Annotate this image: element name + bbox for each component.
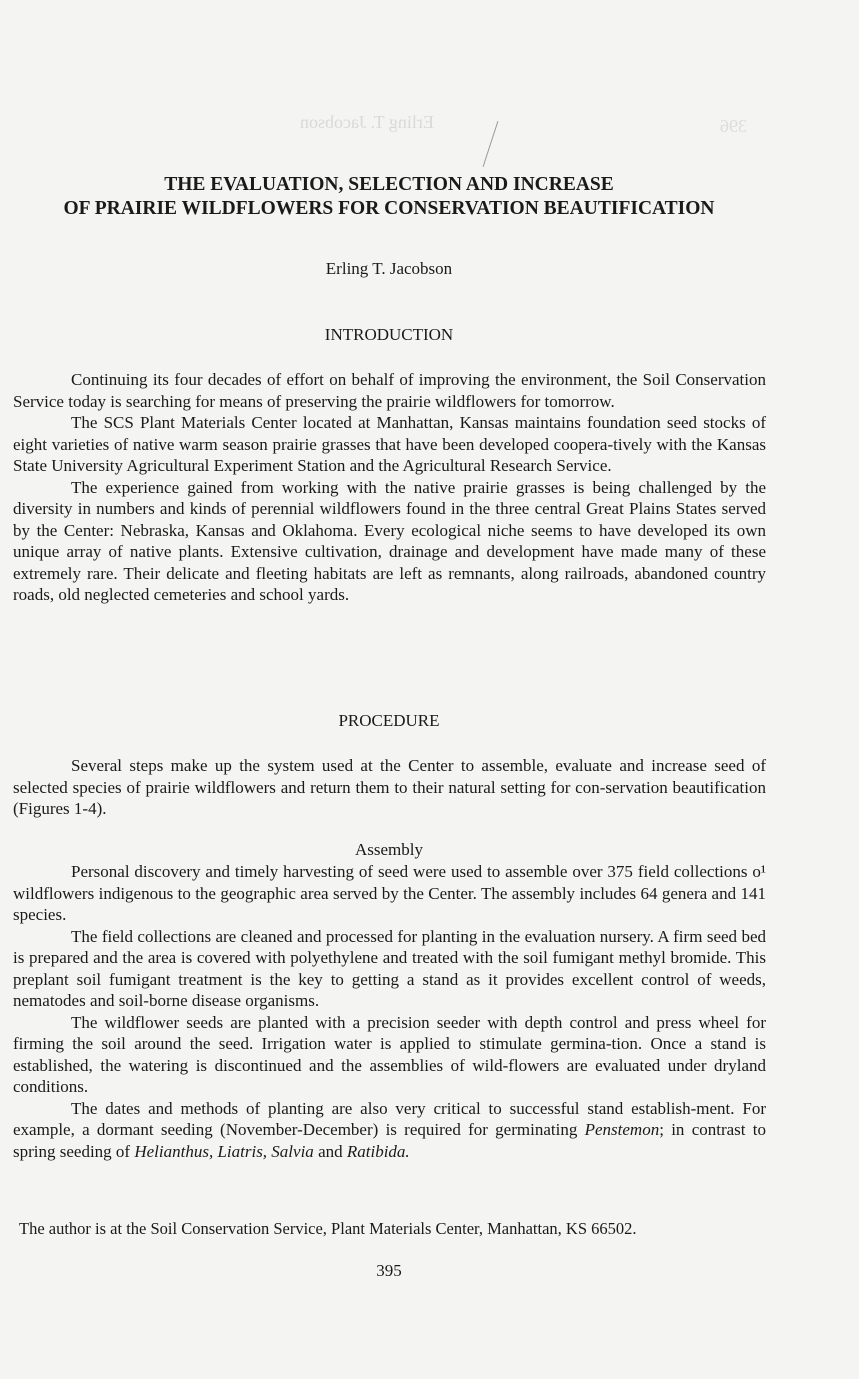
genus-list: Helianthus, Liatris, Salvia <box>134 1141 314 1161</box>
genus-penstemon: Penstemon <box>584 1120 660 1139</box>
assembly-heading: Assembly <box>355 840 423 859</box>
title-line-2: OF PRAIRIE WILDFLOWERS FOR CONSERVATION BEAUTIFICATION <box>63 198 715 219</box>
author-affiliation-footnote: The author is at the Soil Conservation Service, Plant Materials Center, Manhattan, KS 66502. <box>19 1219 637 1238</box>
assembly-body <box>13 861 766 1162</box>
paragraph-text: ; in contrast to spring seeding of <box>13 1120 767 1161</box>
paragraph <box>13 1098 766 1163</box>
paragraph: Several steps make up the system used at the Center to assemble, evaluate and increase seed of selected species of prairie wildflowers and return them to their natural setting for con-servation beautification (Figures 1-4). <box>13 756 766 818</box>
paragraph: The wildflower seeds are planted with a precision seeder with depth control and press wheel for firming the soil around the seed. Irrigation water is applied to stimulate germina-tion. Once a stand is established, the watering is discontinued and the assemblies of wild-flowers are evaluated under dryland conditions. <box>13 1012 766 1096</box>
paragraph-text: and <box>313 1141 347 1161</box>
procedure-body <box>13 755 766 820</box>
introduction-body <box>13 369 766 606</box>
genus-ratibida: Ratibida. <box>346 1141 410 1161</box>
bleed-through-header: Erling T. Jacobson <box>300 112 434 132</box>
paragraph: The experience gained from working with the native prairie grasses is being challenged by the diversity in numbers and kinds of perennial wildflowers found in the three central Great Plains States served by the Center: Nebraska, Kansas and Oklahoma. Every ecological niche seems to have developed its own unique array of native plants. Extensive cultivation, drainage and development have made many of these extremely rare. Their delicate and fleeting habitats are left as remnants, along railroads, abandoned country roads, old neglected cemeteries and school yards. <box>13 477 766 604</box>
procedure-heading: PROCEDURE <box>338 711 440 730</box>
paragraph: The field collections are cleaned and processed for planting in the evaluation nursery. A firm seed bed is prepared and the area is covered with polyethylene and treated with the soil fumigant methyl bromide. This preplant soil fumigant treatment is the key to getting a stand as it provides excellent control of weeds, nematodes and soil-borne disease organisms. <box>13 926 766 1010</box>
paragraph-text: The dates and methods of planting are also very critical to successful stand establish-ment. For example, a dormant seeding (November-December) is required for germinating <box>13 1098 766 1139</box>
introduction-heading: INTRODUCTION <box>324 325 454 344</box>
paragraph: Personal discovery and timely harvesting of seed were used to assemble over 375 field collections o¹ wildflowers indigenous to the geographic area served by the Center. The assembly includes 64 genera and 141 species. <box>13 862 766 924</box>
paper-title <box>0 173 778 221</box>
author: Erling T. Jacobson <box>325 259 453 278</box>
page-number: 395 <box>376 1261 402 1280</box>
paragraph: Continuing its four decades of effort on behalf of improving the environment, the Soil Conservation Service today is searching for means of preserving the prairie wildflowers for tomorrow. <box>13 370 766 411</box>
pencil-mark <box>483 121 499 167</box>
bleed-through-page-number: 396 <box>720 116 747 136</box>
paragraph: The SCS Plant Materials Center located at Manhattan, Kansas maintains foundation seed stocks of eight varieties of native warm season prairie grasses that have been developed coopera-tively with the Kansas State University Agricultural Experiment Station and the Agricultural Research Service. <box>13 413 766 475</box>
title-line-1: THE EVALUATION, SELECTION AND INCREASE <box>164 174 614 195</box>
